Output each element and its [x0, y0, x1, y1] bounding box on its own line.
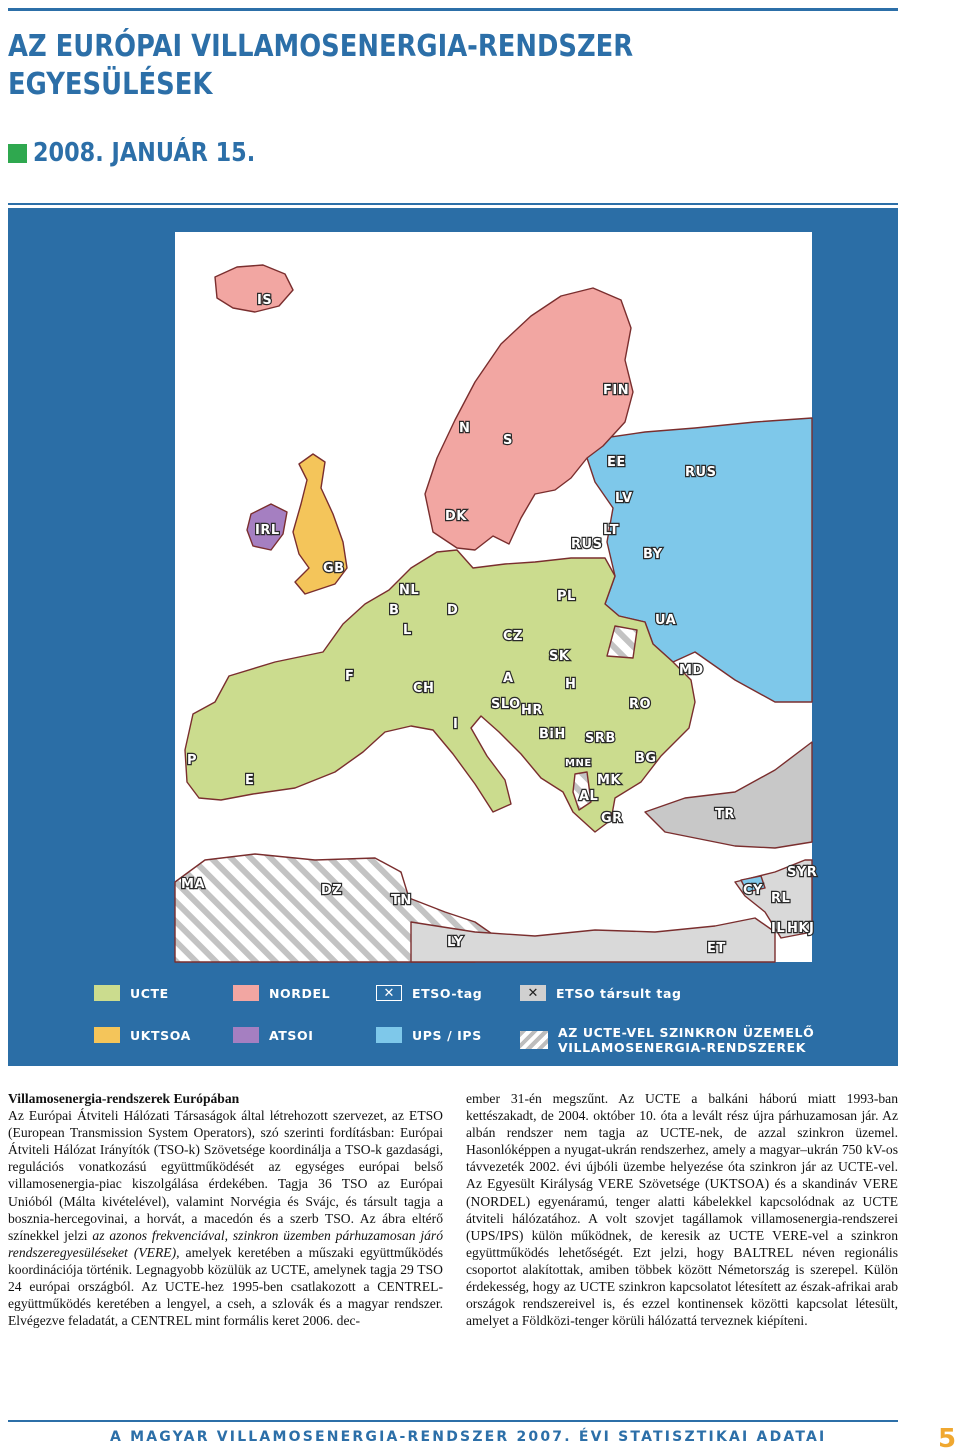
label-syr: SYR	[787, 865, 818, 880]
label-n: N	[459, 421, 471, 436]
label-dz: DZ	[321, 883, 343, 898]
label-nl: NL	[399, 583, 420, 598]
legend-etso-associate-label: ETSO társult tag	[556, 985, 682, 1001]
etso-associate-x-icon: ✕	[520, 985, 546, 1001]
legend-etso-member	[376, 983, 482, 1003]
legend-atsoi	[233, 1025, 314, 1045]
label-ly: LY	[447, 935, 464, 950]
legend-ucte	[94, 983, 169, 1003]
date-label: 2008. JANUÁR 15.	[33, 138, 256, 168]
label-p: P	[187, 753, 198, 768]
label-md: MD	[679, 663, 704, 678]
legend-nordel	[233, 983, 330, 1003]
label-bg: BG	[635, 751, 657, 766]
ups-ips-swatch	[376, 1027, 402, 1043]
legend-etso-member-label: ETSO-tag	[412, 985, 483, 1001]
label-b: B	[389, 603, 400, 618]
map-svg	[175, 232, 818, 962]
legend-uktsoa	[94, 1025, 191, 1045]
label-pl: PL	[557, 589, 576, 604]
legend-sync-line-1: AZ UCTE-VEL SZINKRON ÜZEMELŐ	[558, 1025, 815, 1040]
article-paragraph-1	[8, 1107, 443, 1329]
legend-ups-ips	[376, 1025, 482, 1045]
label-et: ET	[707, 941, 726, 956]
page-title	[8, 28, 765, 104]
label-ua: UA	[655, 613, 677, 628]
label-gr: GR	[601, 811, 623, 826]
label-rus-kal: RUS	[571, 537, 603, 552]
article-text-2: amelyek keretében a műszaki együttműködés koordinációja történik. Legnagyobb közülük az UCTE, amelynek tagja 29 TSO 24 európai országból. Az UCTE-hez 1995-ben csatlakozott a CENTREL-együttműködés keretében a lengyel, a cseh, a szlovák és a magyar rendszer. Elvégezve feladatát, a CENTREL mint formális keret 2006. dec-	[8, 1244, 444, 1329]
label-lv: LV	[615, 491, 633, 506]
label-gb: GB	[323, 561, 345, 576]
article-paragraph-2: ember 31-én megszűnt. Az UCTE a balkáni háború miatt 1993-ban kettészakadt, de 2004. október 10. óta a levált rész újra párhuzamosan jár. Az albán rendszer nem tagja az UCTE-nek, de azzal szinkron üzemel. Hasonlóképpen a nyugat-ukrán rendszerhez, amely a magyar–ukrán 750 kV-os távvezeték 2002. évi újbóli üzembe helyezése óta szinkron jár az UCTE-vel. Az Egyesült Királyság VERE Szövetsége (UKTSOA) és a skandináv VERE (NORDEL) egyenáramú, tenger alatti kábelekkel kapcsolódnak az UCTE átviteli hálózatához. A volt szovjet tagállamok villamosenergia-rendszerei (UPS/IPS) külön működnek, de keresik az UCTE VERE-vel a szinkron együttműködés lehetőségét. Ezt jelzi, hogy BALTREL néven regionális csoportot alakítottak, amiben többek között Németország is szerepel. Külön érdekesség, hogy az UCTE szinkron kapcsolatot létesített az észak-afrikai arab országok rendszereivel is, és ezzel kontinensek közötti kapcsolat létesült, amelyet a Földközi-tenger körüli hálózattá terveznek kiépíteni.	[466, 1091, 898, 1329]
page-number: 5	[938, 1424, 957, 1454]
label-ma: MA	[181, 877, 205, 892]
label-cy: CY	[743, 883, 763, 898]
label-ro: RO	[629, 697, 652, 712]
label-d: D	[447, 603, 459, 618]
label-dk: DK	[445, 509, 467, 524]
date-marker-square	[8, 144, 27, 163]
title-line-2: EGYESÜLÉSEK	[8, 67, 213, 102]
label-irl: IRL	[255, 523, 280, 538]
label-ch: CH	[413, 681, 435, 696]
label-mk: MK	[597, 773, 622, 788]
label-rl: RL	[771, 891, 791, 906]
article-column-2	[466, 1090, 898, 1329]
label-tn: TN	[391, 893, 412, 908]
legend-ups-ips-label: UPS / IPS	[412, 1027, 482, 1043]
label-il: IL	[771, 921, 786, 936]
footer-rule	[8, 1420, 898, 1422]
label-cz: CZ	[503, 629, 523, 644]
legend-sync	[520, 1025, 814, 1055]
sync-hatch-swatch	[520, 1031, 548, 1049]
etso-member-x-icon: ✕	[376, 985, 402, 1001]
label-slo: SLO	[491, 697, 521, 712]
legend-etso-associate	[520, 983, 682, 1003]
article-heading: Villamosenergia-rendszerek Európában	[8, 1091, 240, 1106]
label-tr: TR	[715, 807, 735, 822]
legend-uktsoa-label: UKTSOA	[130, 1027, 191, 1043]
nordel-swatch	[233, 985, 259, 1001]
top-rule	[8, 8, 898, 11]
europe-map	[175, 232, 818, 962]
label-s: S	[503, 433, 513, 448]
atsoi-swatch	[233, 1027, 259, 1043]
footer-title: A MAGYAR VILLAMOSENERGIA-RENDSZER 2007. ÉVI STATISZTIKAI ADATAI	[110, 1429, 827, 1445]
title-line-1: AZ EURÓPAI VILLAMOSENERGIA-RENDSZER	[8, 29, 634, 64]
label-mne: MNE	[565, 758, 592, 769]
label-bih: BiH	[539, 727, 566, 742]
legend-sync-label	[558, 1025, 814, 1055]
legend-atsoi-label: ATSOI	[269, 1027, 314, 1043]
region-tr	[645, 742, 812, 848]
label-ee: EE	[607, 455, 626, 470]
region-is	[215, 265, 293, 312]
label-f: F	[345, 669, 355, 684]
article-column-1	[8, 1090, 443, 1329]
label-lt: LT	[603, 523, 619, 538]
article-text-1: Az Európai Átviteli Hálózati Társaságok által létrehozott szervezet, az ETSO (European Transmission System Operators), szó szerinti fordításban: Európai Átviteli Hálózat Irányítók (TSO-k) Szövetsége koordinálja a TSO-k gazdasági, regulációs vonatkozású együttműködését az egységes európai belső villamosenergia-piac kiszolgálása érdekében. Tagja 36 TSO az Európai Unióból (Málta kivételével), valamint Norvégia és Svájc, és társult tagja a bosznia-hercegovinai, a horvát, a macedón és a szerb TSO. Az ábra eltérő színekkel jelzi	[8, 1108, 443, 1243]
legend-ucte-label: UCTE	[130, 985, 169, 1001]
legend-sync-line-2: VILLAMOSENERGIA-RENDSZEREK	[558, 1040, 806, 1055]
label-srb: SRB	[585, 731, 616, 746]
label-fin: FIN	[603, 383, 630, 398]
label-a: A	[503, 671, 514, 686]
label-al: AL	[579, 789, 599, 804]
label-by: BY	[643, 547, 663, 562]
ucte-swatch	[94, 985, 120, 1001]
label-h: H	[565, 677, 577, 692]
label-is: IS	[257, 293, 273, 308]
legend-nordel-label: NORDEL	[269, 985, 331, 1001]
header-rule	[8, 203, 898, 205]
label-l: L	[403, 623, 412, 638]
label-e: E	[245, 773, 255, 788]
label-sk: SK	[549, 649, 570, 664]
article-italic-text: az azonos frekvenciával, szinkron üzemben párhuzamosan járó rendszeregyesüléseket (VERE),	[8, 1227, 443, 1260]
uktsoa-swatch	[94, 1027, 120, 1043]
label-hr: HR	[521, 703, 543, 718]
date-row	[8, 138, 291, 168]
label-rus-main: RUS	[685, 465, 717, 480]
label-hkj: HKJ	[787, 921, 815, 936]
label-i: I	[453, 717, 459, 732]
